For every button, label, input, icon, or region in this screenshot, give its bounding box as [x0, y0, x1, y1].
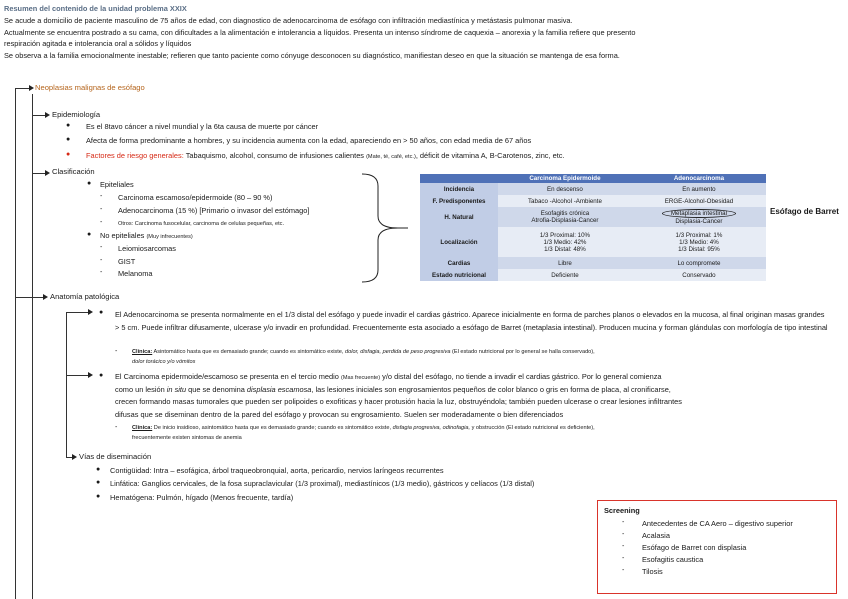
arrow-icon — [29, 85, 34, 91]
main-topic: Neoplasias malignas de esófago — [35, 83, 145, 92]
arrow-icon — [43, 294, 48, 300]
table-row — [420, 269, 766, 281]
dash-icon: - — [622, 531, 625, 538]
anatomia-p2-line1 — [115, 372, 662, 383]
cell-line: 1/3 Proximal: 1% — [675, 231, 723, 239]
cell-line: Displasia-Cancer — [675, 218, 723, 225]
arrow-icon — [45, 170, 50, 176]
dash-icon: - — [100, 244, 103, 251]
table-header: Carcinoma Epidermoide — [498, 174, 632, 183]
epi-class-item: Carcinoma escamoso/epidermoide (80 – 90 %) — [118, 193, 273, 202]
anatomia-p2-line3: crecen formando masas tumorales que pueden ser polipoides o exofiticas y hacer protusión hacia la luz, obstruyéndola; también pueden ulcerase o crear lesiones infiltrantes — [115, 397, 682, 406]
bullet-icon: ● — [96, 493, 101, 500]
bullet-icon: ● — [99, 372, 104, 379]
clinica-label: Clínica: — [132, 349, 153, 355]
risk-text-2: , déficit de vitamina A, B-Carotenos, zinc, etc. — [415, 151, 565, 160]
bullet-icon: ● — [66, 151, 71, 158]
tree-branch — [15, 297, 44, 298]
table-row — [420, 207, 766, 227]
p2-text: y/o distal del esófago, no tiende a invadir el cardias gástrico. Por lo general comienza — [380, 372, 662, 381]
anatomia-p2-line4: difusas que se diseminan dentro de la pared del esófago y provocan su engrosamiento. Suelen ser moderadamente o bien diferenciados — [115, 410, 564, 419]
row-label: Cardias — [420, 257, 498, 269]
tree-branch — [66, 375, 90, 376]
arrow-icon — [45, 112, 50, 118]
section-clasificacion: Clasificación — [52, 167, 95, 176]
cell-line: 1/3 Medio: 4% — [679, 238, 719, 246]
p2-italic: displasia escamosa — [246, 385, 312, 394]
clinica-2 — [132, 424, 595, 432]
screening-item: Antecedentes de CA Aero – digestivo superior — [642, 519, 793, 528]
section-epidemiologia: Epidemiología — [52, 110, 101, 119]
row-label: Estado nutricional — [420, 269, 498, 281]
screening-item: Acalasia — [642, 531, 670, 540]
cell-line: Metaplasia intestinal — [662, 209, 736, 218]
cell-line: 1/3 Distal: 48% — [544, 245, 586, 253]
case-line-1: Se acude a domicilio de paciente masculino de 75 años de edad, con diagnostico de adenocarcinoma de esófago con infiltración mediastínica y metástasis pulmonar masiva. — [4, 16, 573, 25]
bullet-icon: ● — [66, 136, 71, 143]
clinica-1 — [132, 348, 595, 356]
anatomia-p1: El Adenocarcinoma se presenta normalmente en el 1/3 distal del esófago y puede invadir el cardias gástrico. Aparece inicialmente en forma de parches planos o elevados en la mucosa, al final originan masas grandes > 5 cm. Puede infiltrar difusamente, ulcerase y/o invadir en profundidad. Frecuentemente esta asociado a esófago de Barret (metaplasia intestinal). Producen mucina y forman glándulas con morfología de tipo intestinal — [115, 310, 828, 332]
case-line-2: Actualmente se encuentra postrado a su cama, con dificultades a la alimentación e intolerancia a líquidos. Presenta un intenso síndrome de caquexia – anorexia y la familia refiere que presento — [4, 28, 636, 37]
bullet-icon: ● — [87, 231, 92, 238]
arrow-icon — [88, 372, 93, 378]
table-header: Adenocarcinoma — [632, 174, 766, 183]
risk-small: (Mate, té, café, etc.) — [366, 154, 416, 160]
no-epiteliales-note: (Muy infrecuentes) — [146, 234, 193, 240]
section-anatomia: Anatomía patológica — [50, 292, 120, 301]
epi-item: Afecta de forma predominante a hombres, y su incidencia aumenta con la edad, apareciendo en > 50 años, con edad media de 67 años — [86, 136, 532, 145]
no-epiteliales-label: No epiteliales — [100, 231, 145, 240]
tree-line — [66, 312, 67, 440]
brace-icon — [360, 172, 410, 284]
table-row — [420, 195, 766, 207]
bullet-icon: ● — [87, 180, 92, 187]
tree-branch — [32, 173, 46, 174]
diseminacion-item: Linfática: Ganglios cervicales, de la fosa supraclavicular (1/3 proximal), mediastínicos (1/3 medio), gástricos y celíacos (1/3 distal) — [110, 479, 535, 488]
risk-text: Tabaquismo, alcohol, consumo de infusiones calientes — [183, 151, 367, 160]
dash-icon: - — [622, 543, 625, 550]
cell: Tabaco -Alcohol -Ambiente — [498, 195, 632, 207]
cell-line: 1/3 Proximal: 10% — [539, 231, 591, 239]
cell: Lo compromete — [632, 257, 766, 269]
cell: ERGE-Alcohol-Obesidad — [632, 195, 766, 207]
cell: Libre — [498, 257, 632, 269]
table-row — [420, 257, 766, 269]
epi-class-item: Adenocarcinoma (15 %) [Primario o invasor del estómago] — [118, 206, 310, 215]
table-row — [420, 183, 766, 195]
cell — [498, 207, 632, 227]
dash-icon: - — [622, 555, 625, 562]
clinica-2-cont: frecuentemente existen sintomas de anemia — [132, 435, 242, 441]
row-label: F. Predisponentes — [420, 195, 498, 207]
clinica-text: Asintomático hasta que es demasiado grande; cuando es sintomático existe, — [152, 349, 346, 355]
dash-icon: - — [100, 219, 103, 226]
p2-text: El Carcinoma epidermoide/escamoso se presenta en el tercio medio — [115, 372, 341, 381]
row-label: H. Natural — [420, 207, 498, 227]
row-label: Incidencia — [420, 183, 498, 195]
cell-line: Esofagitis crónica — [540, 210, 590, 217]
arrow-icon — [72, 454, 77, 460]
screening-item: Esófago de Barret con displasia — [642, 543, 747, 552]
anatomia-p2-line2 — [115, 385, 671, 395]
bullet-icon: ● — [99, 309, 104, 316]
tree-branch — [32, 115, 46, 116]
no-epiteliales — [100, 231, 193, 242]
dash-icon: - — [115, 424, 118, 431]
section-diseminacion: Vías de diseminación — [79, 452, 152, 461]
screening-item: Esofagitis caustica — [642, 555, 704, 564]
table-row — [420, 227, 766, 257]
no-epi-item: Melanoma — [118, 269, 153, 278]
tree-line — [66, 440, 67, 458]
p2-small: (Mas frecuente) — [340, 375, 381, 381]
cell-line: 1/3 Distal: 95% — [678, 245, 720, 253]
tree-branch — [66, 312, 90, 313]
no-epi-item: Leiomiosarcomas — [118, 244, 176, 253]
risk-label: Factores de riesgo generales: — [86, 151, 184, 160]
p2-text: que se denomina — [186, 385, 247, 394]
dash-icon: - — [100, 257, 103, 264]
tree-connector — [15, 88, 29, 89]
screening-title: Screening — [604, 506, 640, 515]
risk-factors — [86, 151, 565, 162]
dash-icon: - — [622, 519, 625, 526]
clinica-italic: dolor, disfagia, perdida de peso progresiva — [345, 349, 451, 355]
p2-italic: in situ — [166, 385, 187, 394]
clinica-text: De inicio insidioso, asintomático hasta que es demasiado grande; cuando es sintomático existe, — [152, 425, 393, 431]
dash-icon: - — [100, 269, 103, 276]
cell: Deficiente — [498, 269, 632, 281]
cell: En aumento — [632, 183, 766, 195]
diseminacion-item: Hematógena: Pulmón, hígado (Menos frecuente, tardía) — [110, 493, 294, 502]
cell — [632, 207, 766, 227]
dash-icon: - — [115, 348, 118, 355]
diseminacion-item: Contigüidad: Intra – esofágica, árbol traqueobronquial, aorta, pericardio, nervios laríngeos recurrentes — [110, 466, 444, 475]
document-title: Resumen del contenido de la unidad problema XXIX — [4, 4, 187, 13]
row-label: Localización — [420, 227, 498, 257]
epi-otros: Otros: Carcinoma fusocelular, carcinoma de celulas pequeñas, etc. — [118, 221, 285, 227]
table-header — [420, 174, 498, 183]
arrow-icon — [88, 309, 93, 315]
cell: En descenso — [498, 183, 632, 195]
clinica-text: y obstrucción (El estado nutricional es deficiente), — [470, 425, 595, 431]
dash-icon: - — [100, 193, 103, 200]
screening-item: Tilosis — [642, 567, 663, 576]
no-epi-item: GIST — [118, 257, 136, 266]
case-line-3: respiración agitada e intolerancia oral a sólidos y líquidos — [4, 39, 192, 48]
barret-note: Esófago de Barret — [770, 207, 839, 216]
clinica-1-cont: dolor torácico y/o vómitos — [132, 359, 196, 365]
comparison-table — [420, 174, 766, 281]
bullet-icon: ● — [66, 122, 71, 129]
bullet-icon: ● — [96, 479, 101, 486]
tree-sub-line — [32, 94, 33, 599]
epi-item: Es el 8tavo cáncer a nivel mundial y la 6ta causa de muerte por cáncer — [86, 122, 319, 131]
screening-box — [597, 500, 837, 594]
cell-line: Atrofia-Displasia-Cancer — [531, 217, 599, 224]
clinica-italic: disfagia progresiva, odinofagia, — [392, 425, 471, 431]
p2-text: , las lesiones iniciales son engrosamientos pequeños de color blanco o gris en forma de placa, al cronificarse, — [311, 385, 671, 394]
dash-icon: - — [622, 567, 625, 574]
clinica-label: Clínica: — [132, 425, 153, 431]
tree-main-line — [15, 88, 16, 599]
cell — [632, 227, 766, 257]
clinica-text: (El estado nutricional por lo general se halla conservado), — [450, 349, 595, 355]
cell — [498, 227, 632, 257]
cell: Conservado — [632, 269, 766, 281]
epiteliales-label: Epiteliales — [100, 180, 134, 189]
bullet-icon: ● — [96, 466, 101, 473]
cell-line: 1/3 Medio: 42% — [543, 238, 587, 246]
case-line-4: Se observa a la familia emocionalmente inestable; refieren que tanto paciente como cónyuge desconocen su diagnóstico, manifiestan deseo en que la situación se mantenga de esa forma. — [4, 51, 620, 60]
p2-text: como un lesión — [115, 385, 167, 394]
dash-icon: - — [100, 206, 103, 213]
